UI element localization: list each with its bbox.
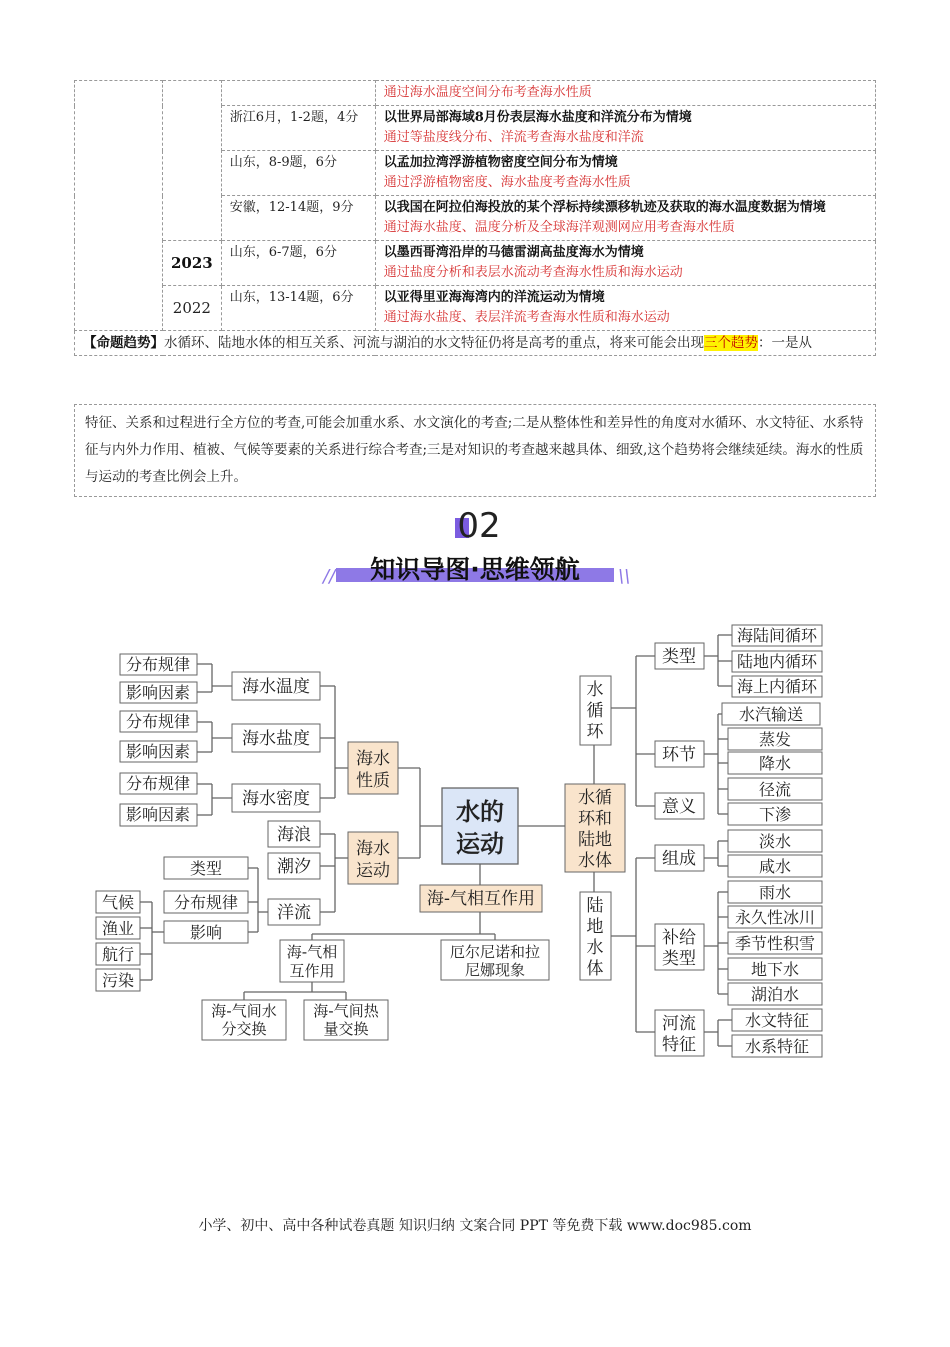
node-right-main-4: 水体 xyxy=(578,851,612,871)
node-cycle-link: 环节 xyxy=(662,745,696,765)
node-groundwater: 地下水 xyxy=(750,960,800,979)
node-waves: 海浪 xyxy=(277,825,311,845)
year-cell-2022: 2022 xyxy=(163,286,222,331)
node-pollution: 污染 xyxy=(101,971,135,990)
trend-highlight: 三个趋势 xyxy=(704,335,758,351)
node-air-sea-interaction: 海-气相互作用 xyxy=(426,889,536,909)
content-cell: 以世界局部海域8月份表层海水盐度和洋流分布为情境 通过等盐度线分布、洋流考查海水盐度和洋流 xyxy=(375,106,875,151)
trend-continuation: 特征、关系和过程进行全方位的考查,可能会加重水系、水文演化的考查;二是从整体性和差异性的角度对水循环、水文特征、水系特征与内外力作用、植被、气候等要素的关系进行综合考查;三是对知识的考查越来越具体、细致,这个趋势将会继续延续。海水的性质与运动的考查比例会上升。 xyxy=(74,404,876,497)
node-water-exchange-1: 海-气间水 xyxy=(211,1002,277,1020)
node-enso-line2: 尼娜现象 xyxy=(464,961,526,979)
node-air-sea-2-line2: 互作用 xyxy=(289,962,335,980)
trend-text: 水循环、陆地水体的相互关系、河流与湖泊的水文特征仍将是高考的重点，将来可能会出现 xyxy=(164,335,704,351)
section-number: 02 xyxy=(457,506,501,546)
node-lake-water: 湖泊水 xyxy=(750,985,800,1004)
node-right-main-2: 环和 xyxy=(578,809,612,829)
node-cycle-type: 类型 xyxy=(662,647,696,667)
node-current-type: 类型 xyxy=(189,859,223,878)
node-salt-water: 咸水 xyxy=(758,857,792,876)
source-cell: 山东，8-9题，6分 xyxy=(221,151,375,196)
node-precipitation: 降水 xyxy=(758,754,792,773)
content-cell: 以我国在阿拉伯海投放的某个浮标持续漂移轨迹及获取的海水温度数据为情境 通过海水盐度、温度分析及全球海洋观测网应用考查海水性质 xyxy=(375,196,875,241)
node-glacier: 永久性冰川 xyxy=(734,908,816,927)
node-composition: 组成 xyxy=(662,849,696,869)
node-yxys-2: 影响因素 xyxy=(125,742,191,761)
node-tides: 潮汐 xyxy=(277,857,311,877)
center-label-1: 水的 xyxy=(456,798,504,826)
trend-label: 【命题趋势】 xyxy=(83,335,164,351)
node-yxys-1: 影响因素 xyxy=(125,683,191,702)
svg-text://: // xyxy=(323,566,336,587)
node-heat-exchange-2: 量交换 xyxy=(323,1020,369,1038)
trend-text-end: ：一是从 xyxy=(758,335,812,351)
node-rain: 雨水 xyxy=(758,883,792,902)
source-cell: 山东，13-14题，6分 xyxy=(221,286,375,331)
node-ocean-cycle: 海上内循环 xyxy=(736,677,818,696)
node-fbgl-1: 分布规律 xyxy=(125,655,191,674)
node-sea-property-1: 海水 xyxy=(356,749,390,769)
node-heat-exchange-1: 海-气间热 xyxy=(313,1002,379,1020)
node-infiltration: 下渗 xyxy=(758,805,792,824)
node-river-2: 特征 xyxy=(662,1035,696,1055)
node-fresh-water: 淡水 xyxy=(758,832,792,851)
node-evaporation: 蒸发 xyxy=(758,730,792,749)
node-current-impact: 影响 xyxy=(189,923,223,942)
source-cell: 安徽，12-14题，9分 xyxy=(221,196,375,241)
node-fbgl-3: 分布规律 xyxy=(125,774,191,793)
source-cell: 浙江6月，1-2题，4分 xyxy=(221,106,375,151)
node-river-1: 河流 xyxy=(662,1014,696,1034)
svg-text:\\: \\ xyxy=(618,566,631,587)
content-cell: 以孟加拉湾浮游植物密度空间分布为情境 通过浮游植物密度、海水盐度考查海水性质 xyxy=(375,151,875,196)
node-sea-salinity: 海水盐度 xyxy=(242,729,310,749)
node-sea-land-cycle: 海陆间循环 xyxy=(736,626,818,645)
node-runoff: 径流 xyxy=(758,780,792,799)
node-recharge-2: 类型 xyxy=(662,949,696,969)
node-drainage: 水系特征 xyxy=(744,1037,810,1056)
content-cell: 以墨西哥湾沿岸的马德雷湖高盐度海水为情境 通过盐度分析和表层水流动考查海水性质和海水运动 xyxy=(375,241,875,286)
node-hydrology: 水文特征 xyxy=(744,1011,810,1030)
connectors xyxy=(140,635,732,1046)
content-cell: 以亚得里亚海海湾内的洋流运动为情境 通过海水盐度、表层洋流考查海水性质和海水运动 xyxy=(375,286,875,331)
node-water-cycle-3: 环 xyxy=(586,722,604,742)
content-cell: 通过海水温度空间分布考查海水性质 xyxy=(375,81,875,106)
node-land-water-2: 地 xyxy=(586,917,604,937)
section-header xyxy=(321,506,630,587)
node-right-main-1: 水循 xyxy=(578,788,612,808)
node-sea-density: 海水密度 xyxy=(242,789,310,809)
node-sea-motion-2: 运动 xyxy=(356,861,390,881)
node-sea-property-2: 性质 xyxy=(356,771,390,791)
year-cell-2023: 2023 xyxy=(163,241,222,286)
node-inland-cycle: 陆地内循环 xyxy=(736,652,818,671)
node-currents: 洋流 xyxy=(277,903,311,923)
node-land-water-3: 水 xyxy=(586,938,604,958)
footer-text: 小学、初中、高中各种试卷真题 知识归纳 文案合同 PPT 等免费下载 www.doc985.com xyxy=(198,1218,752,1234)
node-fbgl-2: 分布规律 xyxy=(125,712,191,731)
node-water-exchange-2: 分交换 xyxy=(221,1020,267,1038)
node-vapor-transport: 水汽输送 xyxy=(738,705,804,724)
node-water-cycle-1: 水 xyxy=(586,680,604,700)
node-land-water-4: 体 xyxy=(586,959,604,979)
node-recharge-1: 补给 xyxy=(662,928,696,948)
node-yxys-3: 影响因素 xyxy=(125,805,191,824)
node-land-water-1: 陆 xyxy=(586,896,604,916)
source-cell: 山东，6-7题，6分 xyxy=(221,241,375,286)
section-title: 知识导图·思维领航 xyxy=(370,555,580,584)
node-fishery: 渔业 xyxy=(101,919,135,938)
node-cycle-meaning: 意义 xyxy=(662,797,696,817)
node-current-distribution: 分布规律 xyxy=(173,893,239,912)
node-water-cycle-2: 循 xyxy=(586,701,604,721)
node-sea-motion-1: 海水 xyxy=(356,839,390,859)
node-snow: 季节性积雪 xyxy=(734,934,816,953)
node-air-sea-2-line1: 海-气相 xyxy=(286,943,338,961)
node-sea-temperature: 海水温度 xyxy=(242,677,310,697)
center-label-2: 运动 xyxy=(456,830,504,858)
node-climate: 气候 xyxy=(101,893,135,912)
node-right-main-3: 陆地 xyxy=(578,830,612,850)
node-navigation: 航行 xyxy=(101,945,135,964)
node-enso-line1: 厄尔尼诺和拉 xyxy=(449,943,541,961)
